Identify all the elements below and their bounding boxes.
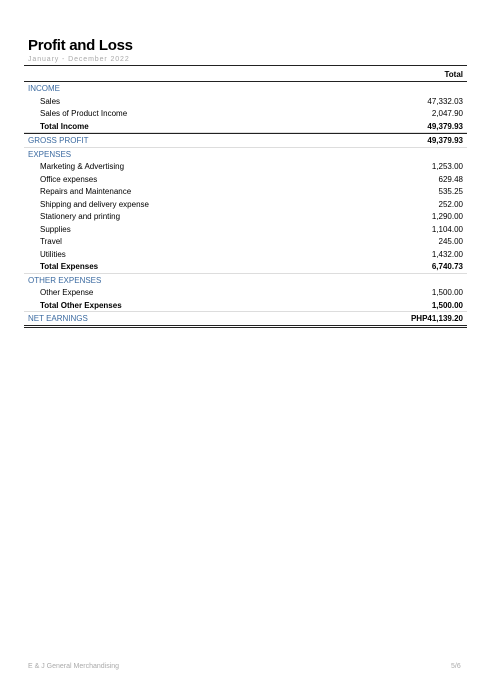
- section-label: INCOME: [28, 84, 60, 93]
- report-title: Profit and Loss: [28, 37, 133, 54]
- row-label: Total Other Expenses: [40, 300, 122, 310]
- table-row: [24, 95, 467, 108]
- total-expenses-row: [24, 260, 467, 274]
- row-amount: 535.25: [438, 187, 463, 196]
- row-amount: 49,379.93: [427, 136, 463, 145]
- row-label: Other Expense: [40, 288, 94, 297]
- row-amount: 1,500.00: [431, 288, 463, 297]
- table-header-row: [24, 66, 467, 82]
- report-period: January - December 2022: [28, 56, 130, 63]
- row-label: Office expenses: [40, 174, 98, 184]
- table-row: [24, 286, 467, 299]
- net-earnings-row: [24, 312, 467, 328]
- total-other-expenses-row: [24, 299, 467, 313]
- row-amount: 47,332.03: [427, 96, 463, 106]
- table-row: [24, 107, 467, 120]
- row-label: Utilities: [40, 249, 66, 259]
- row-amount: 1,432.00: [431, 249, 463, 259]
- gross-profit-row: [24, 133, 467, 148]
- section-label: EXPENSES: [28, 149, 72, 159]
- table-row: [24, 185, 467, 198]
- row-amount: 252.00: [438, 199, 463, 209]
- table-row: [24, 198, 467, 211]
- table-row: [24, 248, 467, 261]
- row-label: Total Expenses: [40, 262, 99, 271]
- table-row: [24, 223, 467, 236]
- row-amount: 629.48: [438, 174, 463, 184]
- section-label: OTHER EXPENSES: [28, 275, 102, 285]
- row-amount: 49,379.93: [427, 121, 463, 131]
- row-amount: 1,253.00: [431, 162, 463, 171]
- row-amount: 245.00: [438, 237, 463, 246]
- row-label: Repairs and Maintenance: [40, 187, 132, 196]
- row-label: Stationery and printing: [40, 212, 121, 221]
- row-label: GROSS PROFIT: [28, 136, 89, 145]
- row-label: Marketing & Advertising: [40, 162, 125, 171]
- row-label: Sales: [40, 96, 61, 106]
- section-expenses: [24, 148, 467, 161]
- section-income: [24, 82, 467, 95]
- row-amount: 2,047.90: [431, 109, 463, 118]
- column-header-total: Total: [444, 70, 463, 79]
- table-row: [24, 160, 467, 173]
- footer-page-number: 5/6: [451, 663, 461, 670]
- row-label: NET EARNINGS: [28, 314, 88, 323]
- table-row: [24, 235, 467, 248]
- row-amount: 1,290.00: [431, 212, 463, 221]
- row-label: Travel: [40, 237, 62, 246]
- table-row: [24, 210, 467, 223]
- section-other-expenses: [24, 274, 467, 287]
- row-amount: 6,740.73: [431, 262, 463, 271]
- footer-company: E & J General Merchandising: [28, 663, 120, 670]
- pl-table: [24, 65, 467, 328]
- row-amount: 1,500.00: [431, 300, 463, 310]
- row-label: Supplies: [40, 224, 71, 234]
- row-label: Sales of Product Income: [40, 109, 128, 118]
- row-amount: PHP41,139.20: [410, 314, 463, 323]
- table-row: [24, 173, 467, 186]
- row-label: Shipping and delivery expense: [40, 199, 149, 209]
- row-amount: 1,104.00: [431, 224, 463, 234]
- total-income-row: [24, 120, 467, 134]
- row-label: Total Income: [40, 121, 89, 131]
